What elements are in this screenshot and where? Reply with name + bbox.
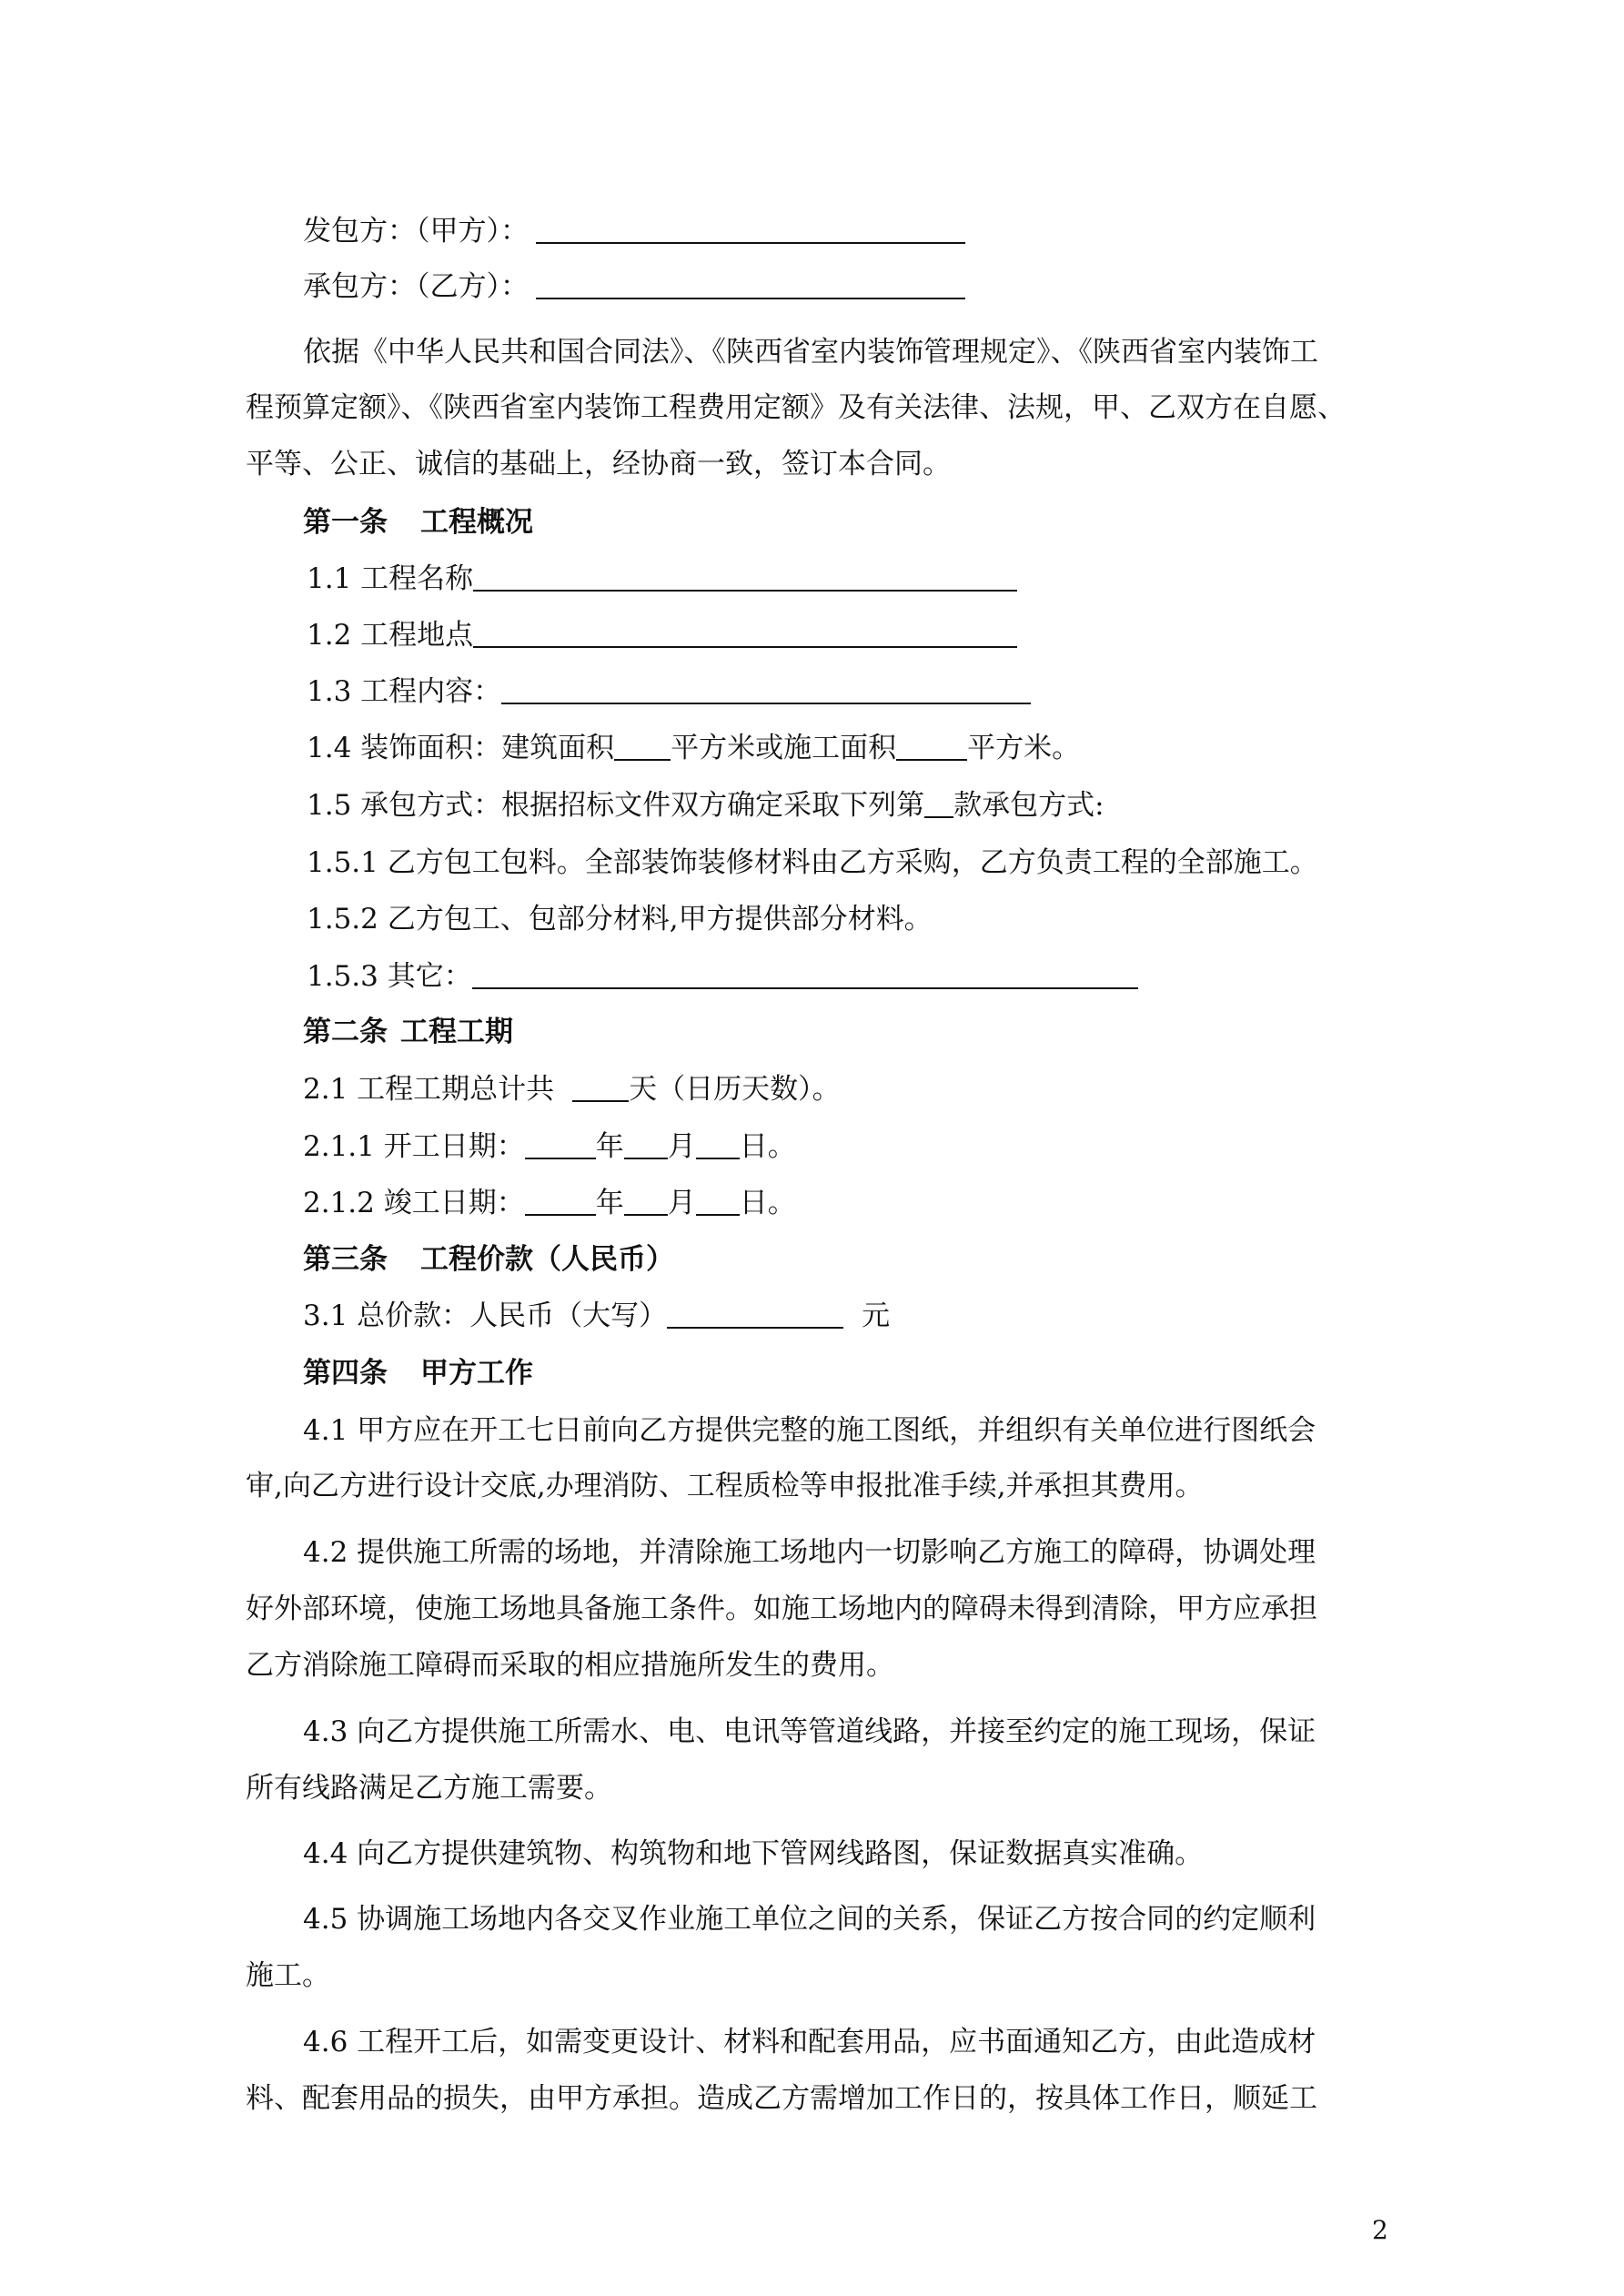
start-day-blank: [696, 1130, 740, 1159]
para-4-6-line-2: 料、配套用品的损失，由甲方承担。造成乙方需增加工作日的，按具体工作日，顺延工: [246, 2082, 1317, 2115]
start-year-blank: [525, 1130, 596, 1159]
item-1-5-3-label: 1.5.3 其它：: [307, 960, 472, 993]
article-4-heading: [303, 1355, 533, 1391]
para-4-5-line-2: 施工。: [246, 1959, 330, 1992]
item-1-3: [307, 673, 1031, 710]
end-year-blank: [525, 1187, 596, 1216]
item-2-1-text-a: 2.1 工程工期总计共: [303, 1073, 555, 1106]
party-a-blank: [536, 215, 965, 244]
intro-line-2: 程预算定额》、《陕西省室内装饰工程费用定额》及有关法律、法规，甲、乙双方在自愿、: [246, 391, 1346, 424]
item-1-5-3: [307, 958, 1138, 995]
para-4-2-line-2: 好外部环境，使施工场地具备施工条件。如施工场地内的障碍未得到清除，甲方应承担: [246, 1593, 1317, 1625]
para-4-2-line-3: 乙方消除施工障碍而采取的相应措施所发生的费用。: [246, 1649, 894, 1682]
total-price-blank: [667, 1300, 843, 1329]
item-2-1-text-b: 天（日历天数）。: [629, 1073, 841, 1106]
item-3-1-unit: 元: [862, 1300, 891, 1332]
article-4-title: 甲方工作: [420, 1357, 533, 1390]
item-3-1: [303, 1298, 890, 1334]
item-1-5-2: 1.5.2 乙方包工、包部分材料,甲方提供部分材料。: [307, 903, 933, 936]
start-month-blank: [624, 1130, 668, 1159]
intro-line-3: 平等、公正、诚信的基础上，经协商一致，签订本合同。: [246, 448, 951, 480]
article-4-number: 第四条: [303, 1357, 388, 1390]
item-1-5-1: 1.5.1 乙方包工包料。全部装饰装修材料由乙方采购，乙方负责工程的全部施工。: [307, 846, 1318, 879]
start-date-label: 2.1.1 开工日期：: [303, 1130, 525, 1163]
article-2-heading: [303, 1014, 513, 1050]
start-month-label: 月: [667, 1130, 696, 1163]
item-1-4-text-a: 1.4 装饰面积：建筑面积: [307, 732, 615, 764]
article-1-heading: [303, 504, 533, 541]
para-4-3-line-2: 所有线路满足乙方施工需要。: [246, 1772, 612, 1805]
item-1-1-blank: [473, 562, 1017, 592]
item-1-5: [307, 787, 1105, 824]
party-b-label: 承包方：（乙方）：: [303, 270, 529, 303]
article-1-number: 第一条: [303, 506, 388, 539]
item-3-1-label: 3.1 总价款：人民币（大写）: [303, 1300, 668, 1332]
intro-line-1: 依据《中华人民共和国合同法》、《陕西省室内装饰管理规定》、《陕西省室内装饰工: [303, 336, 1318, 369]
party-a-label: 发包方：（甲方）：: [303, 215, 529, 248]
item-1-1: [307, 561, 1017, 597]
para-4-1-line-2: 审,向乙方进行设计交底,办理消防、工程质检等申报批准手续,并承担其费用。: [246, 1470, 1204, 1502]
end-day-label: 日。: [739, 1187, 796, 1219]
item-1-5-3-blank: [472, 960, 1138, 989]
item-2-1-2: [303, 1185, 796, 1221]
para-4-2-line-1: 4.2 提供施工所需的场地，并清除施工场地内一切影响乙方施工的障碍，协调处理: [303, 1536, 1316, 1569]
item-1-2-blank: [473, 619, 1017, 648]
item-1-4-text-c: 平方米。: [967, 732, 1081, 764]
item-1-2-label: 1.2 工程地点: [307, 619, 474, 652]
item-1-1-label: 1.1 工程名称: [307, 562, 474, 595]
article-2-title: 工程工期: [400, 1016, 513, 1048]
item-1-5-text-a: 1.5 承包方式：根据招标文件双方确定采取下列第: [307, 789, 925, 822]
page-number: 2: [1372, 2215, 1388, 2245]
end-date-label: 2.1.2 竣工日期：: [303, 1187, 525, 1219]
start-year-label: 年: [595, 1130, 624, 1163]
item-1-2: [307, 617, 1017, 653]
party-b-blank: [536, 270, 965, 299]
end-month-blank: [624, 1187, 668, 1216]
para-4-6-line-1: 4.6 工程开工后，如需变更设计、材料和配套用品，应书面通知乙方，由此造成材: [303, 2026, 1316, 2058]
item-1-4-blank-1: [614, 732, 671, 761]
article-1-title: 工程概况: [420, 506, 533, 539]
start-day-label: 日。: [739, 1130, 796, 1163]
article-3-title: 工程价款（人民币）: [420, 1243, 674, 1276]
end-day-blank: [696, 1187, 740, 1216]
item-2-1-blank: [572, 1073, 629, 1102]
item-1-3-blank: [501, 675, 1031, 704]
item-2-1: [303, 1071, 841, 1108]
article-2-number: 第二条: [303, 1016, 388, 1048]
article-3-number: 第三条: [303, 1243, 388, 1276]
para-4-5-line-1: 4.5 协调施工场地内各交叉作业施工单位之间的关系，保证乙方按合同的约定顺利: [303, 1903, 1316, 1936]
para-4-3-line-1: 4.3 向乙方提供施工所需水、电、电讯等管道线路，并接至约定的施工现场，保证: [303, 1715, 1316, 1748]
article-3-heading: [303, 1241, 674, 1278]
end-year-label: 年: [595, 1187, 624, 1219]
item-1-4: [307, 730, 1080, 766]
item-1-4-blank-2: [896, 732, 967, 761]
party-b-line: [303, 268, 965, 305]
para-4-1-line-1: 4.1 甲方应在开工七日前向乙方提供完整的施工图纸，并组织有关单位进行图纸会: [303, 1414, 1316, 1447]
item-1-5-blank: [924, 789, 953, 818]
item-1-5-text-b: 款承包方式:: [953, 789, 1105, 822]
end-month-label: 月: [667, 1187, 696, 1219]
party-a-line: [303, 213, 965, 249]
para-4-4: 4.4 向乙方提供建筑物、构筑物和地下管网线路图，保证数据真实准确。: [303, 1837, 1204, 1870]
item-1-3-label: 1.3 工程内容：: [307, 675, 502, 708]
item-1-4-text-b: 平方米或施工面积: [671, 732, 897, 764]
item-2-1-1: [303, 1128, 796, 1165]
